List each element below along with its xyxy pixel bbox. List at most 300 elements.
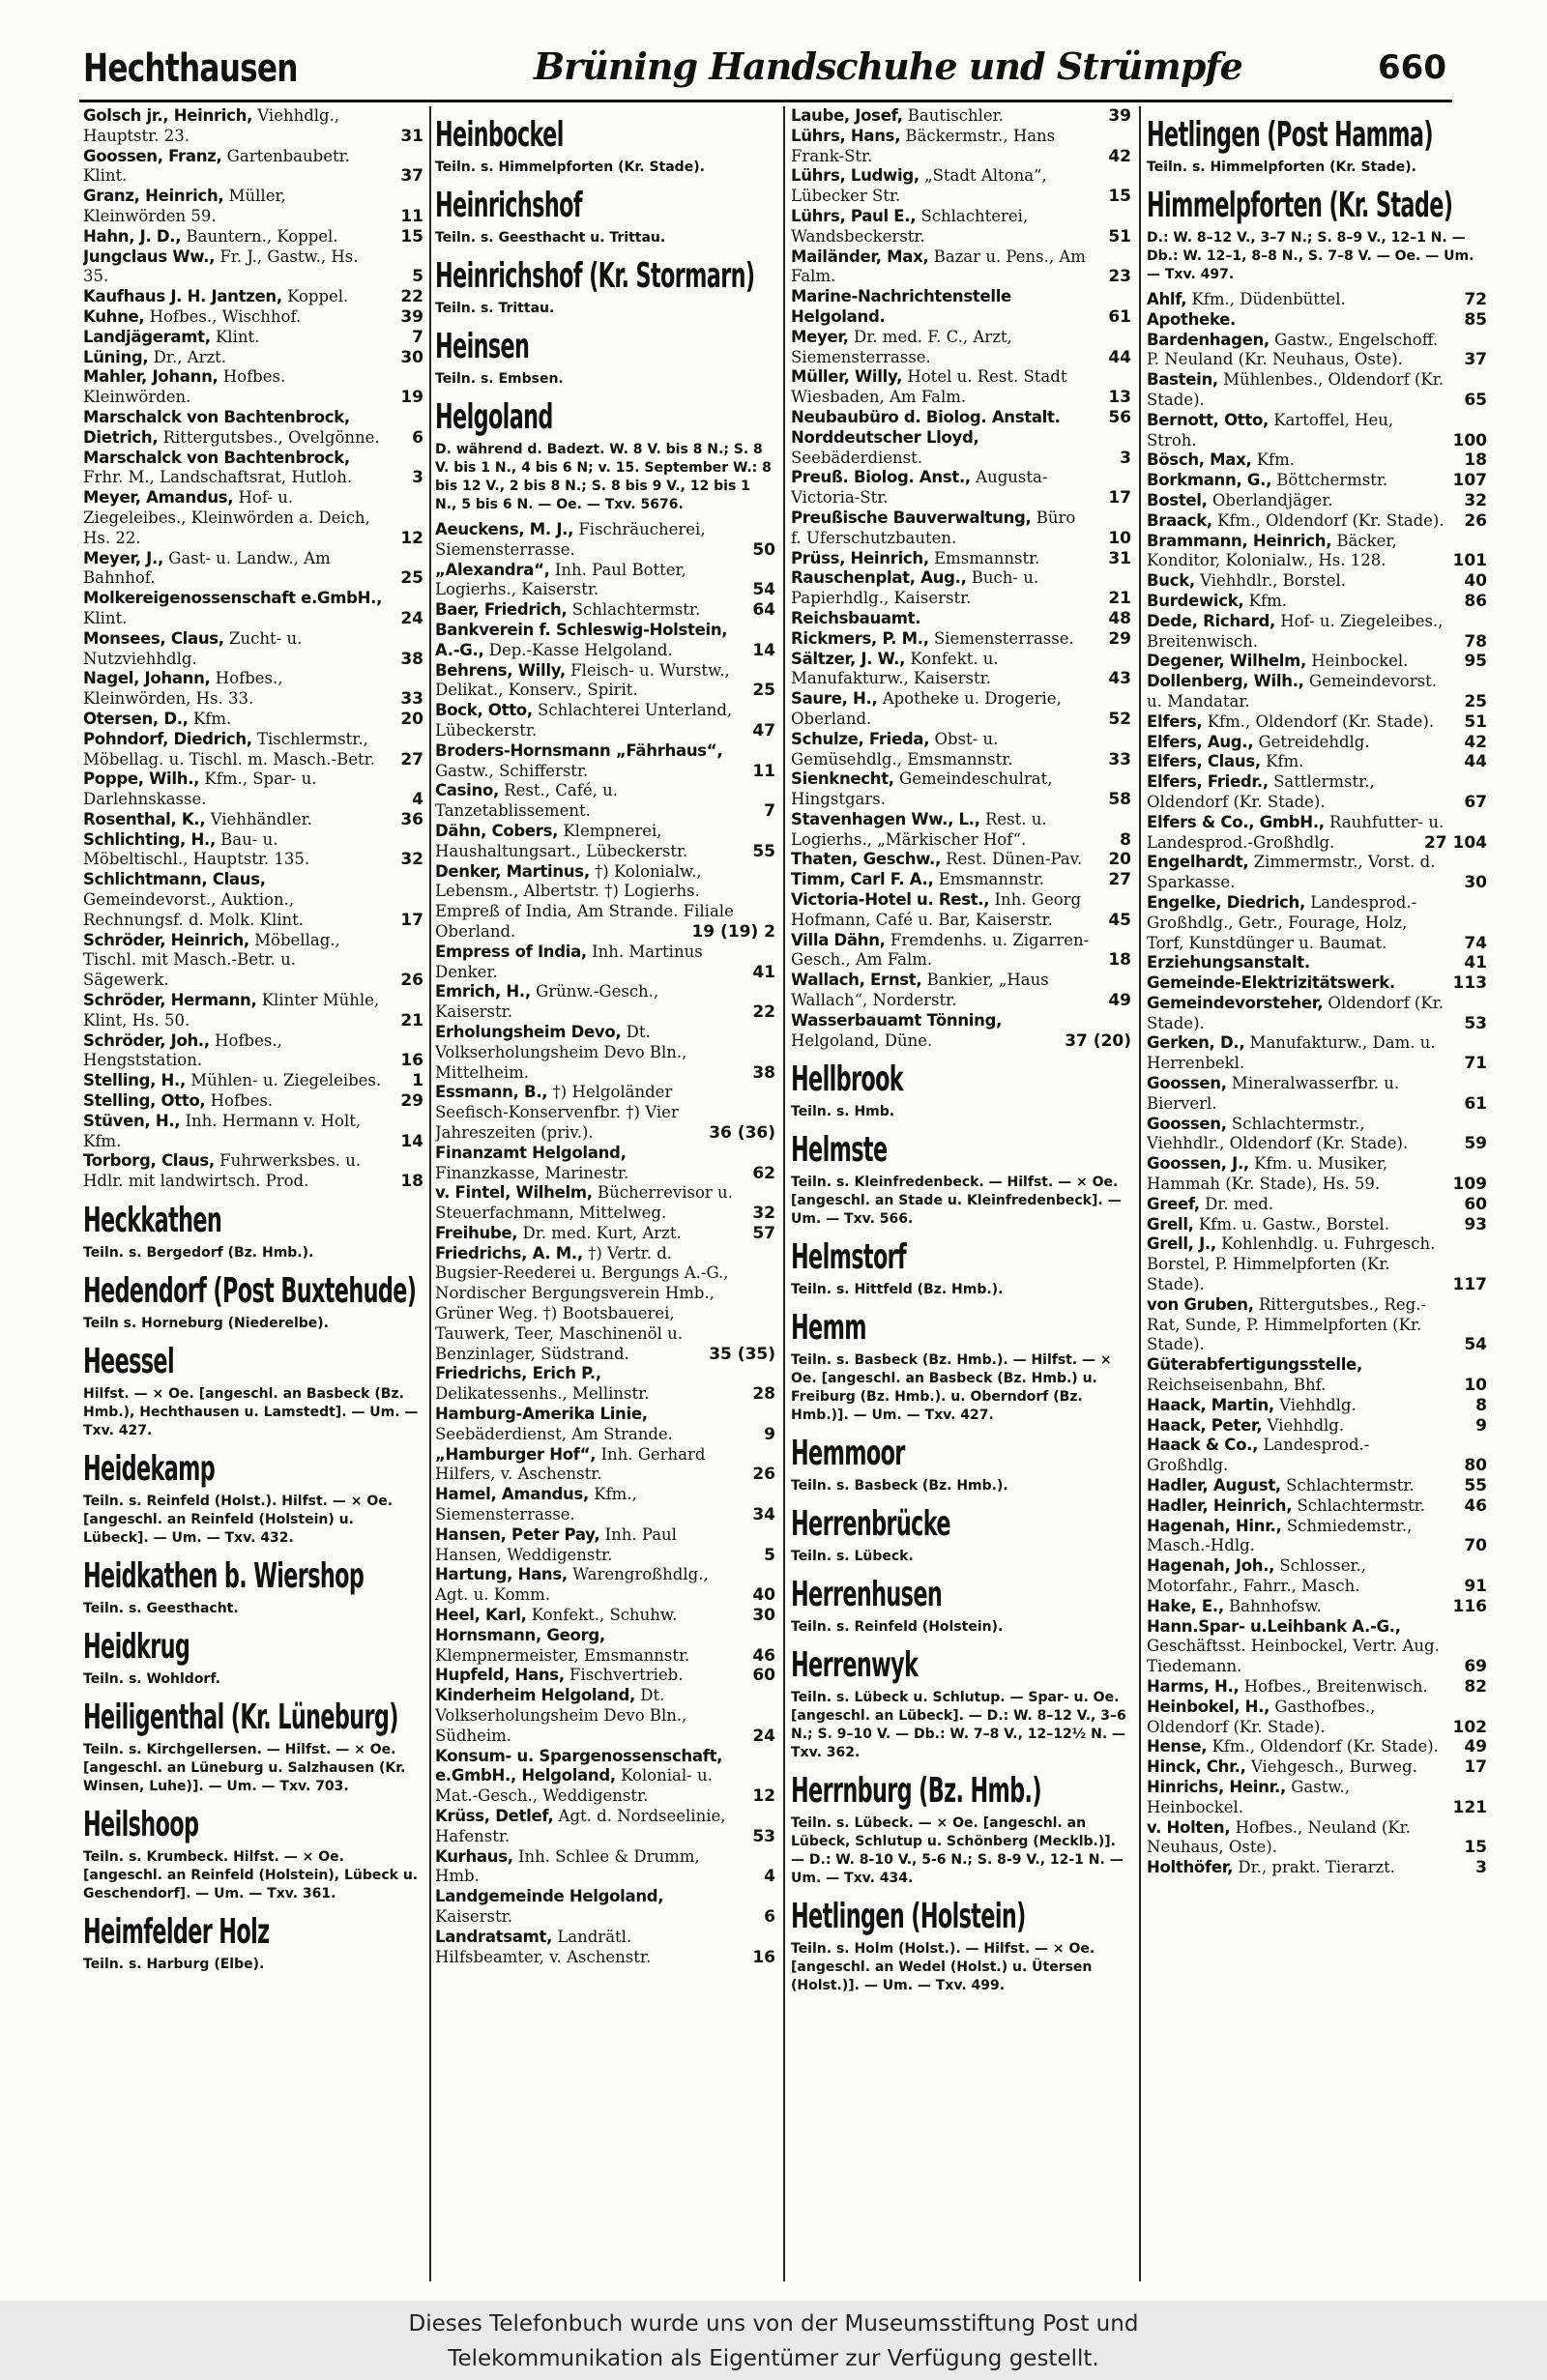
entry-name: Buck,: [1147, 571, 1195, 591]
directory-entry: [791, 971, 1131, 1011]
phone-number: 9: [1475, 1415, 1487, 1436]
entry-name: Burdewick,: [1147, 591, 1244, 610]
directory-entry: [1147, 1698, 1487, 1738]
directory-entry: [791, 207, 1131, 247]
entry-details: Viehhdlg.: [1279, 1395, 1357, 1414]
entry-name: Gerken, D.,: [1147, 1033, 1245, 1053]
phone-number: 69: [1464, 1657, 1487, 1677]
entry-name: Thaten, Geschw.,: [791, 850, 941, 869]
entry-name: Norddeutscher Lloyd,: [791, 427, 979, 447]
directory-entry: [1147, 1416, 1487, 1437]
directory-entry: [435, 862, 775, 943]
phone-number: 18: [400, 1172, 423, 1192]
entry-name: Bankverein f. Schleswig-Holstein, A.-G.,: [435, 620, 728, 659]
entry-details: Kfm., Siemensterrasse.: [435, 1485, 637, 1524]
entry-name: Güterabfertigungsstelle,: [1147, 1355, 1362, 1375]
place-heading: Herrenwyk: [791, 1645, 919, 1686]
entry-details: Inh. Schlee & Drumm, Hmb.: [435, 1846, 700, 1886]
phone-number: 27: [1108, 870, 1131, 890]
entry-details: Inh. Gerhard Hilfers, v. Aschenstr.: [435, 1444, 706, 1484]
directory-entry: [791, 931, 1131, 972]
phone-number: 26: [1464, 510, 1487, 531]
phone-number: 40: [1464, 571, 1487, 592]
phone-number: 26: [752, 1465, 775, 1485]
directory-entry: [435, 1405, 775, 1445]
directory-entry: [83, 629, 423, 670]
entry-name: Elfers, Aug.,: [1147, 732, 1254, 751]
directory-entry: [1147, 450, 1487, 471]
entry-details: Oldendorf (Kr. Stade).: [1147, 993, 1444, 1032]
entry-details: Zucht- u. Nutzviehhdlg.: [83, 628, 303, 668]
entry-name: Stelling, H.,: [83, 1071, 186, 1090]
entry-details: Kohlenhdlg. u. Fuhrgesch. Borstel, P. Himmelpforten (Kr. Stade).: [1147, 1234, 1436, 1294]
place-heading: Helgoland: [435, 397, 553, 437]
directory-entry: [435, 1144, 775, 1184]
entry-details: Bücherrevisor u. Steuerfachmann, Mittelweg.: [435, 1183, 733, 1223]
phone-number: 42: [1464, 732, 1487, 752]
directory-entry: [791, 568, 1131, 609]
phone-number: 10: [1108, 528, 1131, 548]
phone-number: 109: [1452, 1175, 1487, 1195]
entry-details: Kfm., Spar- u. Darlehnskasse.: [83, 769, 317, 809]
phone-number: 38: [752, 1062, 775, 1083]
entry-name: Elfers, Friedr.,: [1147, 772, 1269, 792]
phone-number: 49: [1108, 991, 1131, 1011]
entry-name: Empress of India,: [435, 942, 587, 961]
directory-entry: [83, 1091, 423, 1112]
entry-name: Schröder, Hermann,: [83, 991, 257, 1010]
entry-details: Dep.-Kasse Helgoland.: [488, 640, 673, 659]
column-divider: [783, 106, 785, 2281]
phone-number: 57: [752, 1223, 775, 1243]
phone-number: 80: [1464, 1456, 1487, 1476]
phone-number: 74: [1464, 933, 1487, 953]
entry-name: Aeuckens, M. J.,: [435, 520, 574, 538]
directory-entry: [1147, 592, 1487, 612]
place-heading: Heidkathen b. Wiershop: [83, 1556, 365, 1597]
phone-number: 27: [400, 749, 423, 769]
directory-entry: [83, 449, 423, 489]
entry-name: Gemeindevorsteher,: [1147, 993, 1324, 1012]
directory-entry: [83, 589, 423, 629]
directory-entry: [1147, 1677, 1487, 1698]
directory-entry: [435, 1244, 775, 1365]
entry-name: „Alexandra“,: [435, 560, 550, 579]
directory-entry: [1147, 612, 1487, 653]
place-note: Teiln. s. Reinfeld (Holst.). Hilfst. — × Oe. [angeschl. an Reinfeld (Holstein) u. Lübeck]. — Um. — Txv. 432.: [83, 1494, 394, 1547]
phone-number: 6: [764, 1906, 775, 1927]
entry-details: Kfm. u. Musiker, Hammah (Kr. Stade), Hs. 59.: [1147, 1154, 1388, 1194]
phone-number: 5: [764, 1545, 775, 1565]
entry-details: Mühlenbes., Oldendorf (Kr. Stade).: [1147, 370, 1445, 409]
entry-details: Seebäderdienst, Am Strande.: [435, 1424, 673, 1443]
entry-details: Bäcker, Konditor, Kolonialw., Hs. 128.: [1147, 531, 1397, 570]
directory-entry: [83, 408, 423, 449]
place-note: Teiln. s. Geesthacht u. Trittau.: [435, 230, 666, 246]
place-note: Teiln. s. Krumbeck. Hilfst. — × Oe. [angeschl. an Reinfeld (Holstein), Lübeck u. Geschendorf]. — Um. — Txv. 361.: [83, 1849, 419, 1902]
entry-name: Bastein,: [1147, 370, 1218, 390]
phone-number: 52: [1108, 709, 1131, 729]
place-note: Teiln. s. Trittau.: [435, 301, 555, 316]
entry-details: Kaiserstr.: [435, 1906, 512, 1926]
directory-entry: [791, 1011, 1131, 1052]
phone-number: 3: [412, 468, 423, 488]
place-heading: Heinrichshof: [435, 186, 582, 225]
entry-details: Dr. med. Kurt, Arzt.: [522, 1223, 682, 1242]
place-note: Teiln. s. Reinfeld (Holstein).: [791, 1619, 1004, 1636]
entry-name: Preußische Bauverwaltung,: [791, 508, 1032, 527]
directory-entry: [435, 520, 775, 561]
entry-details: Schlachtermstr.: [571, 600, 701, 620]
phone-number: 25: [1464, 691, 1487, 711]
phone-number: 30: [400, 347, 423, 367]
directory-entry: [435, 1445, 775, 1486]
entry-details: Landrätl. Hilfsbeamter, v. Aschenstr.: [435, 1927, 652, 1966]
entry-details: Fischräucherei, Siemensterrasse.: [435, 520, 706, 559]
phone-number: 30: [752, 1606, 775, 1626]
entry-details: Inh. Paul Botter, Logierhs., Kaiserstr.: [435, 560, 686, 599]
phone-number: 26: [400, 971, 423, 991]
entry-name: Rickmers, P. M.,: [791, 628, 929, 648]
entry-details: Inh. Martinus Denker.: [435, 942, 703, 981]
entry-details: †) Vertr. d. Bugsier-Reederei u. Bergungs A.-G., Nordischer Bergungsverein Hmb., Grüner Weg. †) Bootsbauerei, Tauwerk, Teer, Maschinenöl u. Benzinlager, Südstrand.: [435, 1243, 729, 1363]
entry-details: Landesprod.-Großhdlg.: [1147, 1436, 1370, 1475]
entry-name: Bock, Otto,: [435, 701, 533, 720]
place-heading: Heilshoop: [83, 1805, 199, 1845]
directory-entry: [791, 650, 1131, 690]
entry-details: Hofbes., Hengststation.: [83, 1030, 282, 1070]
entry-details: Dr. med.: [1205, 1194, 1274, 1213]
directory-entry: [83, 147, 423, 188]
entry-name: Konsum- u. Spargenossenschaft, e.GmbH., Helgoland,: [435, 1746, 723, 1785]
directory-entry: [83, 488, 423, 548]
entry-details: Oberlandjäger.: [1211, 490, 1333, 509]
directory-entry: [83, 710, 423, 730]
phone-number: 33: [400, 689, 423, 710]
directory-entry: [1147, 772, 1487, 813]
place-heading: Hetlingen (Post Hamma): [1147, 115, 1433, 155]
entry-name: Holthöfer,: [1147, 1858, 1234, 1877]
directory-entry: [1147, 1355, 1487, 1396]
place-note: Teiln. s. Holm (Holst.). — Hilfst. — × Oe. [angeschl. an Wedel (Holst.) u. Ütersen (Holst.)]. — Um. — Txv. 499.: [791, 1941, 1095, 1994]
entry-name: Bösch, Max,: [1147, 450, 1252, 470]
directory-entry: [1147, 1195, 1487, 1215]
directory-entry: [1147, 370, 1487, 411]
directory-entry: [83, 830, 423, 871]
place-note: Teiln. s. Lübeck.: [791, 1549, 914, 1565]
entry-details: Reichseisenbahn, Bhf.: [1147, 1376, 1327, 1395]
entry-details: Bankier, „Haus Wallach“, Norderstr.: [791, 971, 1049, 1010]
entry-name: Kinderheim Helgoland,: [435, 1686, 635, 1705]
entry-details: Schlachterei Unterland, Lübeckerstr.: [435, 701, 733, 740]
entry-details: Fischvertrieb.: [569, 1666, 684, 1685]
entry-name: Müller, Willy,: [791, 367, 903, 387]
entry-name: Apotheke.: [1147, 309, 1237, 329]
entry-details: Gartenbaubetr. Klint.: [83, 146, 350, 186]
entry-details: Agt. d. Nordseelinie, Hafenstr.: [435, 1807, 726, 1845]
entry-name: Hadler, August,: [1147, 1476, 1281, 1495]
entry-name: Nagel, Johann,: [83, 669, 211, 688]
directory-entry: [791, 367, 1131, 408]
entry-name: Mailänder, Max,: [791, 247, 929, 266]
directory-entry: [435, 621, 775, 661]
phone-number: 101: [1452, 551, 1487, 571]
entry-details: Fremdenhs. u. Zigarren-Gesch., Am Falm.: [791, 930, 1090, 970]
entry-details: Hofbes., Breitenwisch.: [1243, 1676, 1428, 1696]
entry-name: Engelhardt,: [1147, 853, 1249, 872]
entry-details: Klint.: [83, 608, 128, 627]
phone-number: 15: [1108, 187, 1131, 207]
entry-details: Hof- u. Ziegeleibes., Breitenwisch.: [1147, 611, 1444, 651]
directory-entry: [1147, 1476, 1487, 1496]
phone-number: 6: [412, 427, 423, 448]
entry-details: Koppel.: [287, 287, 349, 306]
entry-name: Goossen,: [1147, 1074, 1227, 1093]
entry-name: Engelke, Diedrich,: [1147, 892, 1305, 912]
place-note: Teiln. s. Hittfeld (Bz. Hmb.).: [791, 1282, 1004, 1298]
entry-details: †) Helgoländer Seefisch-Konservenfbr. †) Vier Jahreszeiten (priv.).: [435, 1083, 679, 1142]
entry-details: Inh. Hermann v. Holt, Kfm.: [83, 1111, 362, 1150]
entry-details: Apotheke u. Drogerie, Oberland.: [791, 689, 1062, 728]
entry-name: Behrens, Willy,: [435, 660, 566, 680]
directory-entry: [791, 850, 1131, 870]
phone-number: 8: [1475, 1395, 1487, 1415]
directory-entry: [1147, 1154, 1487, 1195]
directory-entry: [83, 227, 423, 247]
entry-name: Hense,: [1147, 1737, 1208, 1756]
directory-entry: [83, 367, 423, 408]
directory-entry: [435, 1183, 775, 1224]
entry-details: Viehhdlg.: [1267, 1415, 1345, 1435]
phone-number: 28: [752, 1384, 775, 1405]
entry-name: Schröder, Heinrich,: [83, 930, 249, 949]
phone-number: 121: [1452, 1797, 1487, 1817]
entry-name: Emrich, H.,: [435, 982, 531, 1001]
directory-entry: [1147, 1517, 1487, 1557]
entry-name: Gemeinde-Elektrizitätswerk.: [1147, 973, 1395, 993]
directory-entry: [791, 428, 1131, 469]
entry-name: Hansen, Peter Pay,: [435, 1524, 600, 1544]
entry-details: Helgoland, Düne.: [791, 1030, 933, 1050]
phone-number: 10: [1464, 1376, 1487, 1396]
entry-name: Bostel,: [1147, 490, 1208, 509]
phone-number: 100: [1452, 430, 1487, 450]
entry-name: Grell,: [1147, 1214, 1194, 1234]
place-note: Teiln. s. Himmelpforten (Kr. Stade).: [435, 160, 705, 175]
phone-number: 17: [1108, 488, 1131, 508]
place-note: Teiln. s. Basbeck (Bz. Hmb.).: [791, 1478, 1008, 1495]
place-heading: Helmstorf: [791, 1237, 907, 1278]
entry-name: Hake, E.,: [1147, 1596, 1224, 1615]
place-note: Teiln. s. Lübeck. — × Oe. [angeschl. an Lübeck, Schlutup u. Schönberg (Mecklb.)]. — D.: W. 8-10 V., 5-6 N.; S. 8-9 V., 12-1 N. — Um. — Txv. 434.: [791, 1815, 1124, 1887]
entry-name: Harms, H.,: [1147, 1676, 1240, 1696]
entry-name: Hamburg-Amerika Linie,: [435, 1405, 648, 1424]
entry-details: Kfm.: [1266, 752, 1304, 771]
entry-details: Hofbes., Kleinwörden, Hs. 33.: [83, 669, 283, 709]
entry-details: Augusta-Victoria-Str.: [791, 468, 1048, 508]
entry-name: Saure, H.,: [791, 689, 878, 709]
place-note: Teiln. s. Lübeck u. Schlutup. — Spar- u. Oe. [angeschl. an Lübeck]. — D.: W. 8–12 V., 3–6 N.; S. 9–10 V. — Db.: W. 7–8 V., 12–12½ N. — Txv. 362.: [791, 1690, 1126, 1761]
entry-name: Villa Dähn,: [791, 930, 886, 949]
place-note: D.: W. 8–12 V., 3–7 N.; S. 8–9 V., 12–1 N. — Db.: W. 12–1, 8–8 N., S. 7–8 V. — Oe. — Um. — Txv. 497.: [1147, 230, 1474, 282]
entry-details: Böttchermstr.: [1276, 471, 1388, 490]
phone-number: 24: [400, 608, 423, 628]
directory-entry: [435, 701, 775, 741]
directory-entry: [1147, 310, 1487, 331]
entry-details: Finanzkasse, Marinestr.: [435, 1163, 629, 1182]
directory-entry: [435, 1606, 775, 1626]
phone-number: 18: [1464, 450, 1487, 471]
directory-entry: [435, 1666, 775, 1686]
phone-number: 16: [752, 1947, 775, 1967]
footer-line-2: Telekommunikation als Eigentümer zur Verfügung gestellt.: [448, 2346, 1099, 2371]
directory-entry: [1147, 752, 1487, 772]
entry-details: Manufakturw., Dam. u. Herrenbekl.: [1147, 1033, 1436, 1073]
directory-entry: [83, 247, 423, 288]
directory-entry: [1147, 571, 1487, 592]
directory-entry: [791, 870, 1131, 890]
directory-entry: [1147, 1496, 1487, 1517]
entry-name: Freihube,: [435, 1223, 518, 1242]
directory-entry: [83, 1151, 423, 1192]
phone-number: 47: [752, 720, 775, 740]
phone-number: 5: [412, 267, 423, 287]
phone-number: 58: [1108, 790, 1131, 810]
directory-entry: [435, 1485, 775, 1525]
phone-number: 38: [400, 649, 423, 669]
entry-details: Sattlermstr., Oldendorf (Kr. Stade).: [1147, 772, 1375, 811]
directory-entry: [1147, 1295, 1487, 1355]
entry-name: Sienknecht,: [791, 769, 894, 789]
entry-details: Getreidehdlg.: [1258, 732, 1370, 751]
directory-entry: [435, 600, 775, 621]
header-advertisement: Brüning Handschuhe und Strümpfe: [534, 44, 1242, 88]
entry-details: Dr., Arzt.: [153, 347, 227, 366]
directory-entry: [435, 1525, 775, 1566]
directory-entry: [83, 810, 423, 830]
entry-details: Bazar u. Pens., Am Falm.: [791, 247, 1086, 286]
entry-name: Brammann, Heinrich,: [1147, 531, 1332, 550]
entry-details: Bahnhofsw.: [1229, 1596, 1322, 1615]
directory-entry: [791, 166, 1131, 207]
directory-entry: [791, 508, 1131, 549]
phone-number: 49: [1464, 1737, 1487, 1757]
directory-entry: [435, 1747, 775, 1807]
entry-details: Obst- u. Gemüsehdlg., Emsmannstr.: [791, 729, 1013, 769]
directory-entry: [83, 328, 423, 348]
place-note: Teiln. s. Harburg (Elbe).: [83, 1957, 265, 1973]
entry-name: Rosenthal, K.,: [83, 809, 206, 828]
entry-name: Lührs, Hans,: [791, 126, 901, 145]
entry-name: Denker, Martinus,: [435, 861, 590, 881]
directory-entry: [791, 127, 1131, 167]
phone-number: 86: [1464, 591, 1487, 611]
directory-entry: [791, 609, 1131, 629]
phone-number: 60: [1464, 1194, 1487, 1214]
entry-name: Kurhaus,: [435, 1846, 513, 1866]
directory-entry: [1147, 532, 1487, 572]
entry-name: Schlichtmann, Claus,: [83, 870, 266, 889]
place-heading: Hechthausen: [83, 46, 298, 91]
phone-number: 29: [400, 1091, 423, 1112]
entry-details: Dt. Volkserholungsheim Devo Bln., Mittelheim.: [435, 1022, 687, 1082]
phone-number: 95: [1464, 652, 1487, 672]
entry-name: Otersen, D.,: [83, 709, 189, 728]
entry-details: Kfm., Oldendorf (Kr. Stade).: [1211, 1737, 1439, 1756]
directory-entry: [1147, 893, 1487, 953]
directory-entry: [1147, 471, 1487, 491]
directory-entry: [83, 287, 423, 307]
phone-number: 62: [752, 1163, 775, 1183]
entry-name: Essmann, B.,: [435, 1083, 548, 1102]
phone-number: 46: [752, 1645, 775, 1666]
entry-details: Rest. Dünen-Pav.: [946, 850, 1083, 869]
entry-details: Mühlen- u. Ziegeleibes.: [190, 1071, 382, 1090]
phone-number: 21: [1108, 589, 1131, 609]
entry-name: Poppe, Wilh.,: [83, 769, 200, 789]
phone-number: 19: [400, 388, 423, 408]
page-header: [79, 39, 1452, 102]
phone-number: 7: [412, 327, 423, 347]
directory-entry: [435, 1023, 775, 1083]
directory-entry: [435, 741, 775, 782]
directory-entry: [83, 1071, 423, 1091]
phone-number: 41: [752, 962, 775, 982]
entry-details: Konfekt., Schuhw.: [531, 1606, 678, 1625]
phone-number: 78: [1464, 631, 1487, 652]
entry-details: Landesprod.-Großhdlg., Getr., Fourage, Holz, Torf, Kunstdünger u. Baumat.: [1147, 892, 1417, 952]
directory-entry: [435, 661, 775, 702]
phone-number: 32: [400, 850, 423, 870]
directory-entry: [1147, 1757, 1487, 1778]
directory-entry: [1147, 1215, 1487, 1235]
phone-number: 107: [1452, 471, 1487, 491]
directory-entry: [791, 287, 1131, 328]
phone-number: 12: [752, 1786, 775, 1807]
entry-name: Erholungsheim Devo,: [435, 1022, 622, 1041]
entry-name: Goossen,: [1147, 1114, 1227, 1133]
directory-entry: [83, 348, 423, 368]
phone-number: 61: [1108, 306, 1131, 327]
entry-details: Kolonial- u. Mat.-Gesch., Weddigenstr.: [435, 1766, 713, 1806]
phone-number: 13: [1108, 388, 1131, 408]
entry-details: Dt. Volkserholungsheim Devo Bln., Südheim.: [435, 1686, 687, 1745]
directory-column-3: [791, 106, 1131, 2287]
phone-number: 16: [400, 1051, 423, 1071]
phone-number: 37: [1464, 350, 1487, 370]
directory-entry: [83, 669, 423, 710]
directory-entry: [435, 1807, 775, 1847]
entry-name: Pohndorf, Diedrich,: [83, 729, 252, 748]
directory-entry: [1147, 652, 1487, 672]
directory-column-1: [83, 106, 423, 2287]
entry-name: Braack,: [1147, 510, 1212, 530]
place-heading: Himmelpforten (Kr. Stade): [1147, 186, 1453, 225]
phone-number: 54: [1464, 1335, 1487, 1355]
directory-entry: [83, 106, 423, 147]
entry-details: Gast- u. Landw., Am Bahnhof.: [83, 548, 331, 588]
directory-entry: [791, 549, 1131, 569]
entry-details: „Stadt Altona“, Lübecker Str.: [791, 166, 1047, 206]
entry-details: Hof- u. Ziegeleibes., Kleinwörden a. Deich, Hs. 22.: [83, 488, 370, 547]
entry-details: Hofbes.: [210, 1091, 274, 1111]
entry-name: Landgemeinde Helgoland,: [435, 1887, 664, 1906]
phone-number: 37 (20): [1065, 1030, 1131, 1051]
phone-number: 14: [752, 640, 775, 660]
entry-name: Borkmann, G.,: [1147, 471, 1272, 490]
entry-details: Klint.: [215, 327, 260, 346]
phone-number: 25: [400, 568, 423, 589]
